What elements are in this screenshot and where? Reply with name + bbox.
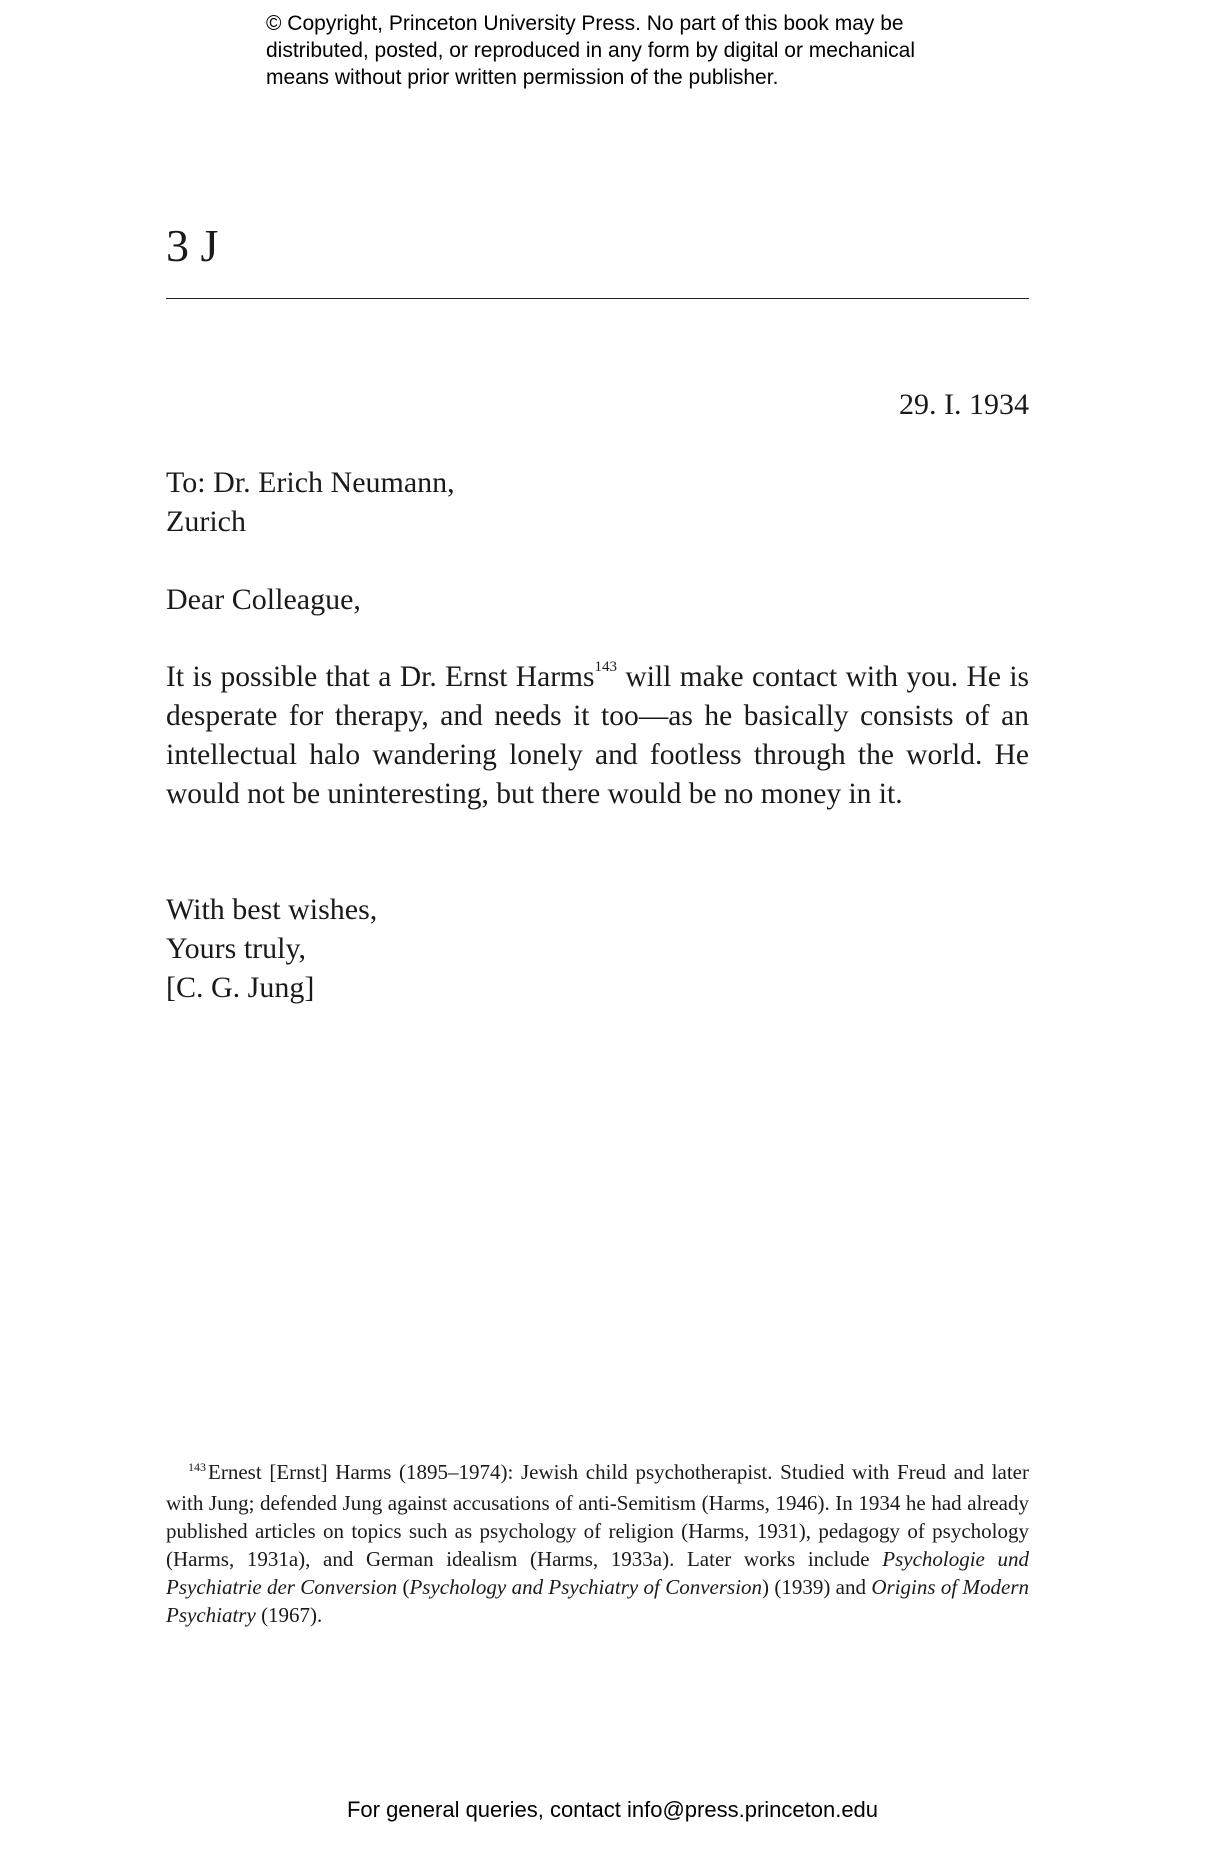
footnote-text-2: ( xyxy=(397,1575,410,1599)
copyright-line-1: © Copyright, Princeton University Press. No part of this book may be xyxy=(266,12,904,35)
footnote-italic-title-1: Psychologie und Psychiatrie der Conversion xyxy=(166,1547,1029,1599)
footer-contact: For general queries, contact info@press.princeton.edu xyxy=(346,1797,879,1822)
footnote-italic-title-2: Psychology and Psychiatry of Conversion xyxy=(409,1575,763,1599)
footnote-text-3: ) (1939) and xyxy=(762,1575,872,1599)
signature: [C. G. Jung] xyxy=(166,971,315,1004)
copyright-line-3: means without prior written permission of the publisher. xyxy=(266,66,779,89)
heading-divider xyxy=(166,298,1029,299)
letter-body-part-2: will make contact with you. He is desperate for therapy, and needs it too—as he basically consists of an intellectual halo wandering lonely and footless through the world. He would not be uninteresting, but there would be no money in it. xyxy=(166,661,1030,810)
letter-date: 29. I. 1934 xyxy=(899,388,1029,421)
footnote-number: 143 xyxy=(188,1460,206,1474)
footnote-text-1: Ernest [Ernst] Harms (1895–1974): Jewish child psychotherapist. Studied with Freud and later with Jung; defended Jung against accusations of anti-Semitism (Harms, 1946). In 1934 he had already published articles on topics such as psychology of religion (Harms, 1931), pedagogy of psychology (Harms, 1931a), and German idealism (Harms, 1933a). Later works include xyxy=(166,1460,1029,1571)
footnote-reference: 143 xyxy=(594,659,617,676)
salutation: Dear Colleague, xyxy=(166,583,361,616)
recipient-name: To: Dr. Erich Neumann, xyxy=(166,466,455,499)
letter-number-heading: 3 J xyxy=(166,220,219,271)
copyright-notice xyxy=(266,10,1006,91)
letter-closing xyxy=(166,890,377,1007)
footnote-italic-title-3: Origins of Modern Psychiatry xyxy=(166,1575,1030,1627)
footnote xyxy=(166,1458,1029,1629)
copyright-line-2: distributed, posted, or reproduced in any form by digital or mechanical xyxy=(266,39,916,62)
letter-body-part-1: It is possible that a Dr. Ernst Harms xyxy=(166,661,595,693)
closing-valediction: Yours truly, xyxy=(166,932,307,965)
letter-body xyxy=(166,658,1029,814)
recipient-city: Zurich xyxy=(166,505,246,538)
recipient-address xyxy=(166,463,455,541)
closing-wishes: With best wishes, xyxy=(166,893,378,926)
footnote-text-4: (1967). xyxy=(255,1603,323,1627)
